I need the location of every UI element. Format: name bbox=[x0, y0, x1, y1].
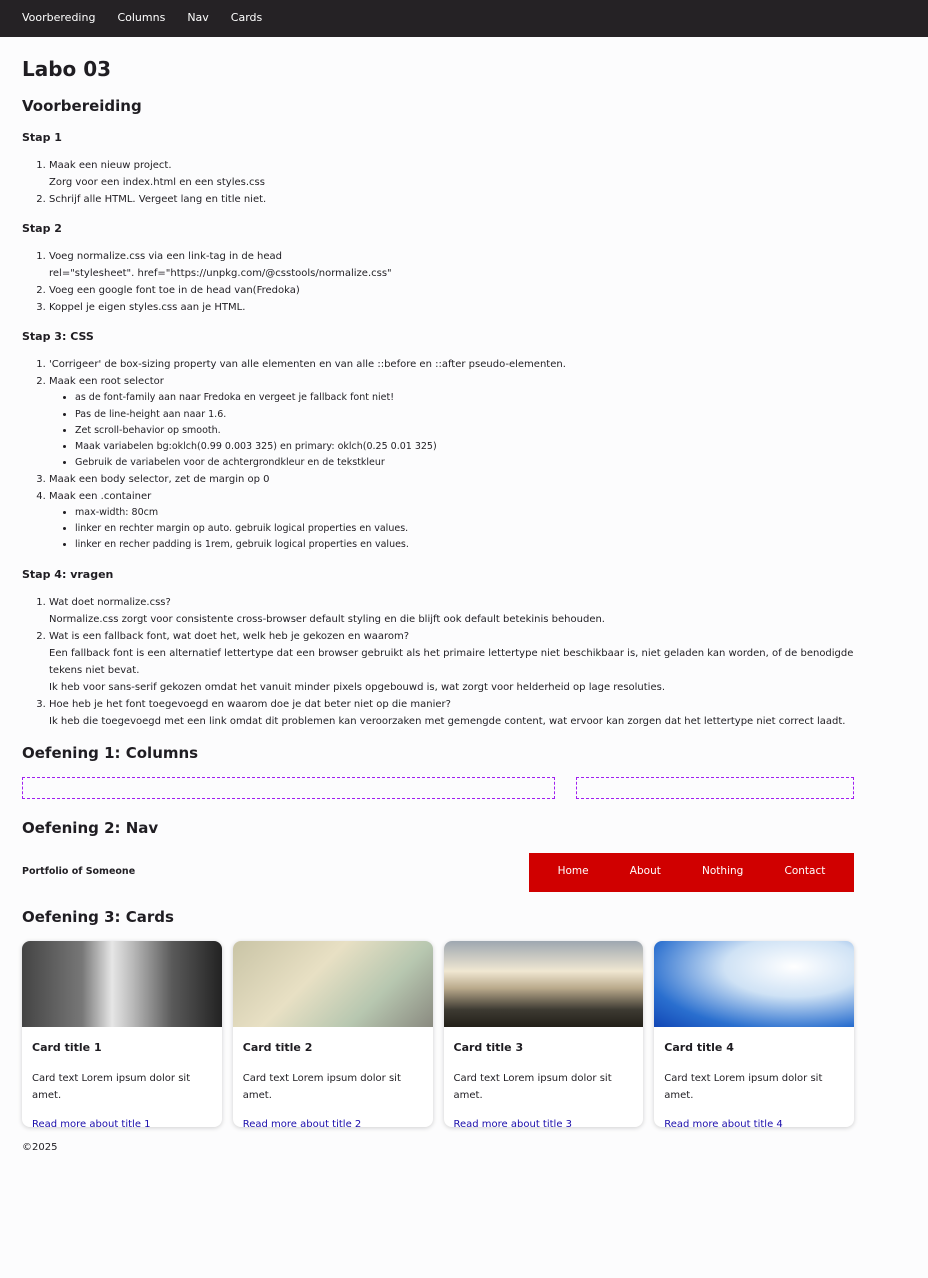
list-item-text: Maak een .container bbox=[49, 491, 152, 503]
landscape-sunset-image bbox=[444, 941, 644, 1027]
nav-link-contact[interactable]: Contact bbox=[784, 865, 826, 878]
demo-navbar bbox=[22, 853, 854, 892]
brand-name: Portfolio of Someone bbox=[22, 866, 136, 878]
topnav-link-columns[interactable]: Columns bbox=[117, 11, 166, 25]
waterfall-image bbox=[22, 941, 222, 1027]
card-read-more-link[interactable]: Read more about title 3 bbox=[453, 1119, 573, 1128]
sub-list bbox=[49, 505, 854, 553]
stap3-heading: Stap 3: CSS bbox=[22, 330, 94, 344]
sub-list-item: • linker en recher padding is 1rem, gebruik logical properties en values. bbox=[75, 537, 854, 553]
list-item bbox=[49, 373, 854, 471]
stap4-list bbox=[22, 594, 854, 730]
sub-list-item: • Zet scroll-behavior op smooth. bbox=[75, 423, 854, 439]
nav-link-home[interactable]: Home bbox=[557, 865, 589, 878]
list-item bbox=[49, 488, 854, 553]
stap1-heading: Stap 1 bbox=[22, 130, 62, 144]
sub-list-item: • Gebruik de variabelen voor de achtergrondkleur en de tekstkleur bbox=[75, 455, 854, 471]
list-item-text: Voeg een google font toe in de head van(Fredoka) bbox=[49, 285, 300, 297]
stap4-heading: Stap 4: vragen bbox=[22, 567, 114, 581]
card-text: Card text Lorem ipsum dolor sit amet. bbox=[453, 1073, 612, 1101]
list-item-text: Koppel je eigen styles.css aan je HTML. bbox=[49, 302, 246, 314]
card bbox=[654, 941, 854, 1127]
topnav-link-voorbereding[interactable]: Voorbereding bbox=[22, 11, 96, 25]
card-text: Card text Lorem ipsum dolor sit amet. bbox=[32, 1073, 191, 1101]
list-item bbox=[49, 157, 854, 191]
answer-text: Een fallback font is een alternatief lettertype dat een browser gebruikt als het primaire lettertype niet beschikbaar is, niet geladen kan worden, of de benodigde tekens niet bevat. bbox=[49, 647, 854, 676]
topnav-link-cards[interactable]: Cards bbox=[230, 11, 263, 25]
card-text: Card text Lorem ipsum dolor sit amet. bbox=[242, 1073, 401, 1101]
section-heading-cards: Oefening 3: Cards bbox=[22, 907, 174, 926]
column-box bbox=[576, 777, 854, 799]
card-read-more-link[interactable]: Read more about title 1 bbox=[32, 1119, 151, 1128]
cards-grid bbox=[22, 941, 854, 1127]
columns-row bbox=[22, 777, 854, 799]
list-item bbox=[49, 628, 854, 696]
card-title: Card title 3 bbox=[453, 1041, 524, 1055]
card-title: Card title 2 bbox=[242, 1041, 313, 1055]
list-item bbox=[49, 248, 854, 282]
card-text: Card text Lorem ipsum dolor sit amet. bbox=[664, 1073, 823, 1101]
list-item-text: 'Corrigeer' de box-sizing property van alle elementen en van alle ::before en ::after pseudo-elementen. bbox=[49, 359, 566, 371]
sub-list-item: • Maak variabelen bg:oklch(0.99 0.003 325) en primary: oklch(0.25 0.01 325) bbox=[75, 439, 854, 455]
map-image bbox=[233, 941, 433, 1027]
list-item-text: Zorg voor een index.html en een styles.css bbox=[49, 176, 265, 188]
list-item bbox=[49, 356, 854, 373]
sub-list-item: • Pas de line-height aan naar 1.6. bbox=[75, 407, 854, 423]
list-item-text: Voeg normalize.css via een link-tag in de head bbox=[49, 251, 282, 263]
list-item-text: rel="stylesheet". href="https://unpkg.com/@csstools/normalize.css" bbox=[49, 268, 392, 280]
question-text: Wat is een fallback font, wat doet het, welk heb je gekozen en waarom? bbox=[49, 630, 410, 642]
card-title: Card title 4 bbox=[664, 1041, 734, 1055]
question-text: Wat doet normalize.css? bbox=[49, 596, 171, 608]
stap1-list bbox=[22, 157, 854, 208]
sub-list-item: • as de font-family aan naar Fredoka en vergeet je fallback font niet! bbox=[75, 390, 854, 406]
top-navigation bbox=[0, 0, 928, 37]
section-heading-voorbereiding: Voorbereiding bbox=[22, 97, 142, 115]
answer-text: Ik heb voor sans-serif gekozen omdat het vanuit minder pixels opgebouwd is, wat zorgt voor helderheid op lage resoluties. bbox=[49, 681, 666, 693]
list-item-text: Maak een root selector bbox=[49, 376, 164, 388]
copyright-text: ©2025 bbox=[22, 1142, 58, 1154]
card bbox=[233, 941, 433, 1127]
nav-link-about[interactable]: About bbox=[629, 865, 661, 878]
list-item bbox=[49, 191, 854, 208]
stap2-list bbox=[22, 248, 854, 316]
card bbox=[444, 941, 644, 1127]
question-text: Hoe heb je het font toegevoegd en waarom doe je dat beter niet op die manier? bbox=[49, 698, 451, 710]
sub-list-item: • max-width: 80cm bbox=[75, 505, 854, 521]
list-item bbox=[49, 696, 854, 730]
stap2-heading: Stap 2 bbox=[22, 221, 62, 235]
list-item bbox=[49, 594, 854, 628]
list-item-text: Schrijf alle HTML. Vergeet lang en title niet. bbox=[49, 193, 267, 205]
section-heading-columns: Oefening 1: Columns bbox=[22, 743, 199, 762]
list-item bbox=[49, 299, 854, 316]
sub-list bbox=[49, 390, 854, 471]
card-read-more-link[interactable]: Read more about title 4 bbox=[664, 1119, 783, 1128]
answer-text: Ik heb die toegevoegd met een link omdat dit problemen kan veroorzaken met gemengde content, wat ervoor kan zorgen dat het lettertype niet correct laadt. bbox=[49, 715, 846, 727]
main-container bbox=[0, 57, 876, 1127]
section-heading-nav: Oefening 2: Nav bbox=[22, 819, 159, 838]
list-item-text: Maak een body selector, zet de margin op 0 bbox=[49, 474, 270, 486]
card-title: Card title 1 bbox=[32, 1041, 102, 1055]
stap3-list bbox=[22, 356, 854, 553]
list-item bbox=[49, 471, 854, 488]
demo-nav-links bbox=[529, 853, 854, 892]
card bbox=[22, 941, 222, 1127]
nav-link-nothing[interactable]: Nothing bbox=[702, 865, 744, 878]
sub-list-item: • linker en rechter margin op auto. gebruik logical properties en values. bbox=[75, 521, 854, 537]
page-title: Labo 03 bbox=[22, 57, 112, 81]
list-item bbox=[49, 282, 854, 299]
topnav-link-nav[interactable]: Nav bbox=[187, 11, 209, 25]
page-footer bbox=[0, 1127, 928, 1168]
list-item-text: Maak een nieuw project. bbox=[49, 159, 172, 171]
answer-text: Normalize.css zorgt voor consistente cross-browser default styling en die blijft ook default betekinis behouden. bbox=[49, 613, 605, 625]
column-box bbox=[22, 777, 555, 799]
card-read-more-link[interactable]: Read more about title 2 bbox=[242, 1119, 362, 1128]
blue-ink-image bbox=[654, 941, 854, 1027]
